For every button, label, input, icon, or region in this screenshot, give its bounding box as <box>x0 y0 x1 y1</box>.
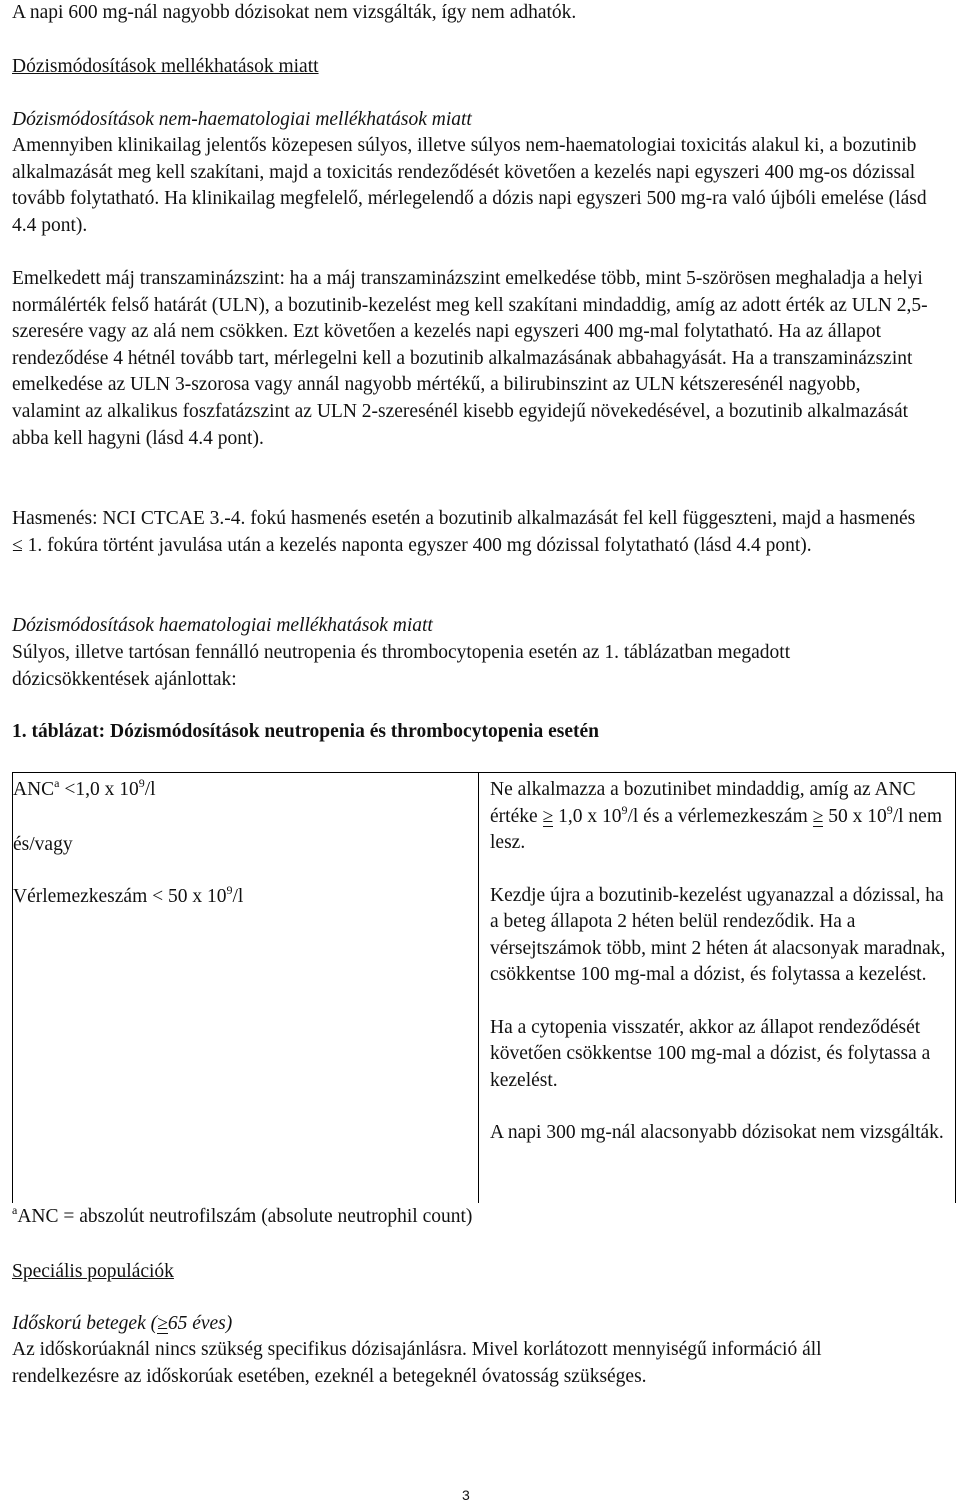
action-resume: Kezdje újra a bozutinib-kezelést ugyanazzal a dózissal, ha a beteg állapota 2 héten belül rendeződik. Ha a vérsejtszámok több, mint 2 héten át alacsonyak maradnak, csökkentse 100 mg-mal a dózist, és folytassa a kezelést. <box>490 884 946 985</box>
action-min-dose: A napi 300 mg-nál alacsonyabb dózisokat nem vizsgálták. <box>490 1122 944 1143</box>
elderly-paragraph: Az időskorúaknál nincs szükség specifikus dózisajánlásra. Mivel korlátozott mennyiségű információ áll rendelkezésre az időskorúak esetében, ezeknél a betegeknél óvatosság szükséges. <box>12 1339 822 1387</box>
less-equal-symbol: ≤ <box>12 534 23 556</box>
max-dose-note: A napi 600 mg-nál nagyobb dózisokat nem vizsgálták, így nem adhatók. <box>12 2 577 23</box>
platelet-condition: Vérlemezkeszám < 50 x $10^9/l$ <box>13 883 244 908</box>
table-title: 1. táblázat: Dózismódosítások neutropenia és thrombocytopenia esetén <box>12 721 599 742</box>
liver-paragraph: Emelkedett máj transzaminázszint: ha a máj transzaminázszint emelkedése több, mint 5-szörösen meghaladja a helyi normálérték felső határát (ULN), a bozutinib-kezelést meg kell szakítani mindaddig, amíg az adott érték az ULN 2,5-szeresére vagy az alá nem csökken. Ezt követően a kezelés napi egyszeri 400 mg-mal folytatható. Ha az állapot rendeződése 4 hétnél tovább tart, mérlegelni kell a bozutinib alkalmazásának abbahagyását. Ha a transzaminázszint emelkedése az ULN 3-szorosa vagy annál nagyobb mértékű, a bilirubinszint az ULN kétszeresénél nagyobb, valamint az alkalikus foszfatázszint az ULN 2-szeresénél kisebb egyidejű növekedésével, a bozutinib alkalmazását abba kell hagyni (lásd 4.4 pont). <box>12 268 928 449</box>
diarrhea-text-2: 1. fokúra történt javulása után a kezelés naponta egyszer 400 mg dózissal folytatható (lásd 4.4 pont). <box>22 534 812 556</box>
table-condition-cell <box>13 777 468 911</box>
hem-heading: Dózismódosítások haematologiai mellékhatások miatt <box>12 615 433 636</box>
nonhem-heading: Dózismódosítások nem-haematologiai mellékhatások miatt <box>12 109 472 130</box>
action-withhold: Ne alkalmazza a bozutinibet mindaddig, amíg az ANC értéke ≥ 1,0 x $10^9/l$ és a vérlemezkeszám ≥ 50 x $10^9/l$ nem lesz. <box>490 779 942 853</box>
hem-paragraph: Súlyos, illetve tartósan fennálló neutropenia és thrombocytopenia esetén az 1. táblázatban megadott dózicsökkentések ajánlottak: <box>12 642 791 690</box>
and-or-label: és/vagy <box>13 833 73 855</box>
diarrhea-text-1: Hasmenés: NCI CTCAE 3.-4. fokú hasmenés esetén a bozutinib alkalmazását fel kell függeszteni, majd a hasmenés <box>12 508 916 529</box>
special-populations-heading: Speciális populációk <box>12 1261 174 1282</box>
dose-table <box>12 772 956 1203</box>
page-number: 3 <box>462 1487 470 1503</box>
action-recurrence: Ha a cytopenia visszatér, akkor az állapot rendeződését követően csökkentse 100 mg-mal a dózist, és folytassa a kezelést. <box>490 1016 931 1091</box>
diarrhea-paragraph <box>12 506 927 559</box>
table-divider <box>478 773 479 1203</box>
anc-condition: $ANC^a <1,0$ x $10^9/l$ <box>13 776 156 800</box>
elderly-heading: Időskorú betegek (≥65 éves) <box>12 1313 233 1334</box>
table-footnote: $^a$ANC = abszolút neutrofilszám (absolute neutrophil count) <box>12 1203 473 1227</box>
dose-modification-heading: Dózismódosítások mellékhatások miatt <box>12 56 319 77</box>
nonhem-paragraph: Amennyiben klinikailag jelentős közepesen súlyos, illetve súlyos nem-haematologiai toxicitás alakul ki, a bozutinib alkalmazását meg kell szakítani, majd a toxicitás rendeződését követően a kezelés napi egyszeri 400 mg-os dózissal tovább folytatható. Ha klinikailag megfelelő, mérlegelendő a dózis napi egyszeri 500 mg-ra való újbóli emelése (lásd 4.4 pont). <box>12 135 927 236</box>
table-action-cell <box>490 777 950 1147</box>
